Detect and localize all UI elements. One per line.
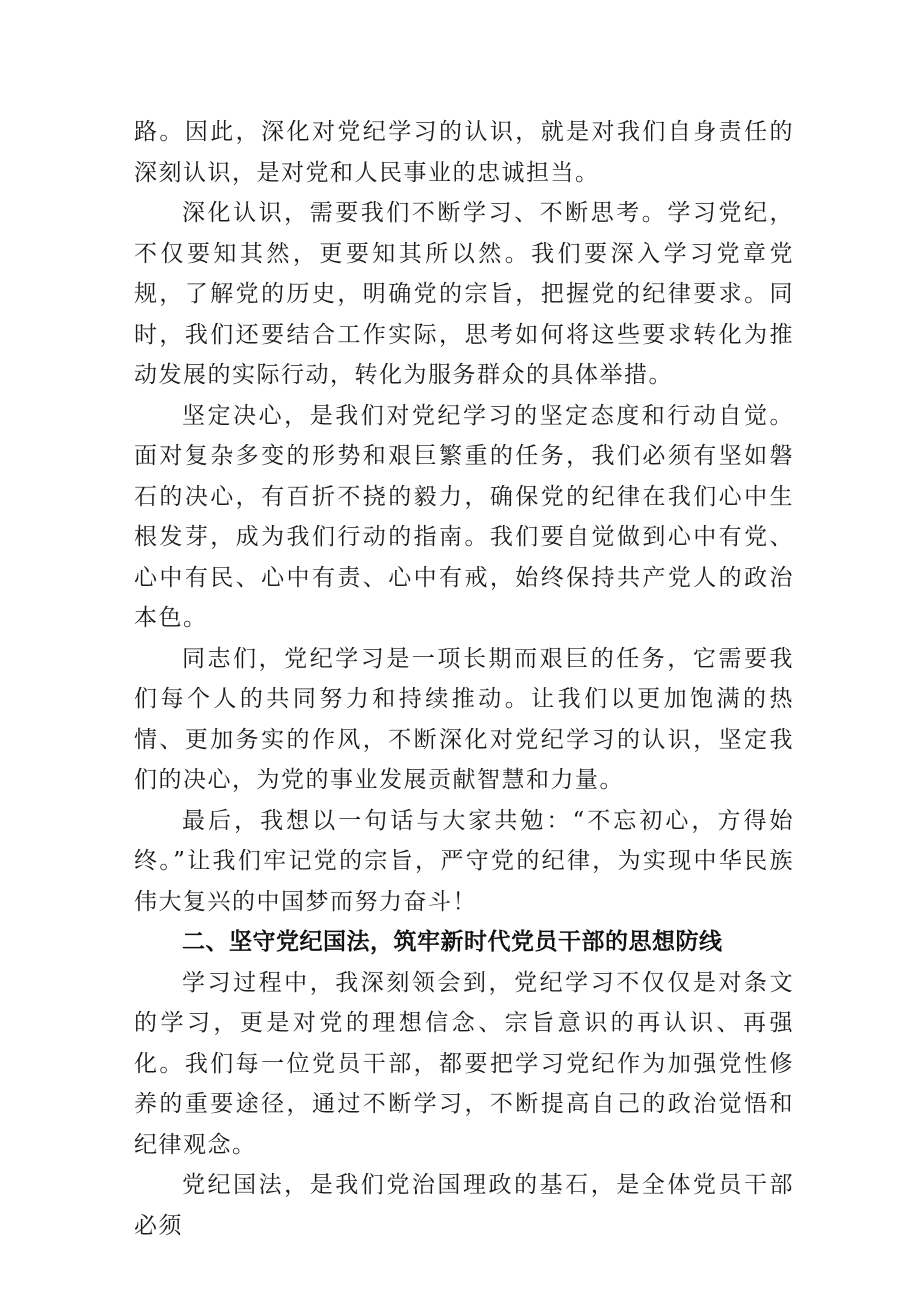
paragraph-deepen-understanding: 深化认识，需要我们不断学习、不断思考。学习党纪，不仅要知其然，更要知其所以然。我们要深入学习党章党规，了解党的历史，明确党的宗旨，把握党的纪律要求。同时，我们还要结合工作实际，思考如何将这些要求转化为推动发展的实际行动，转化为服务群众的具体举措。 (134, 200, 794, 388)
document-body (134, 112, 794, 1246)
section-heading: 二、坚守党纪国法，筑牢新时代党员干部的思想防线 (182, 929, 723, 955)
paragraph-firm-resolve: 坚定决心，是我们对党纪学习的坚定态度和行动自觉。面对复杂多变的形势和艰巨繁重的任务，我们必须有坚如磐石的决心，有百折不挠的毅力，确保党的纪律在我们心中生根发芽，成为我们行动的指南。我们要自觉做到心中有党、心中有民、心中有责、心中有戒，始终保持共产党人的政治本色。 (134, 402, 794, 631)
paragraph-comrades: 同志们，党纪学习是一项长期而艰巨的任务，它需要我们每个人的共同努力和持续推动。让我们以更加饱满的热情、更加务实的作风，不断深化对党纪学习的认识，坚定我们的决心，为党的事业发展贡献智慧和力量。 (134, 645, 794, 793)
paragraph-continuation: 路。因此，深化对党纪学习的认识，就是对我们自身责任的深刻认识，是对党和人民事业的忠诚担当。 (134, 119, 794, 186)
paragraph-party-discipline-law: 党纪国法，是我们党治国理政的基石，是全体党员干部必须 (134, 1172, 794, 1239)
paragraph-learning-process: 学习过程中，我深刻领会到，党纪学习不仅仅是对条文的学习，更是对党的理想信念、宗旨意识的再认识、再强化。我们每一位党员干部，都要把学习党纪作为加强党性修养的重要途径，通过不断学习，不断提高自己的政治觉悟和纪律观念。 (134, 969, 794, 1158)
paragraph-closing: 最后，我想以一句话与大家共勉：“不忘初心，方得始终。”让我们牢记党的宗旨，严守党的纪律，为实现中华民族伟大复兴的中国梦而努力奋斗！ (134, 807, 794, 915)
